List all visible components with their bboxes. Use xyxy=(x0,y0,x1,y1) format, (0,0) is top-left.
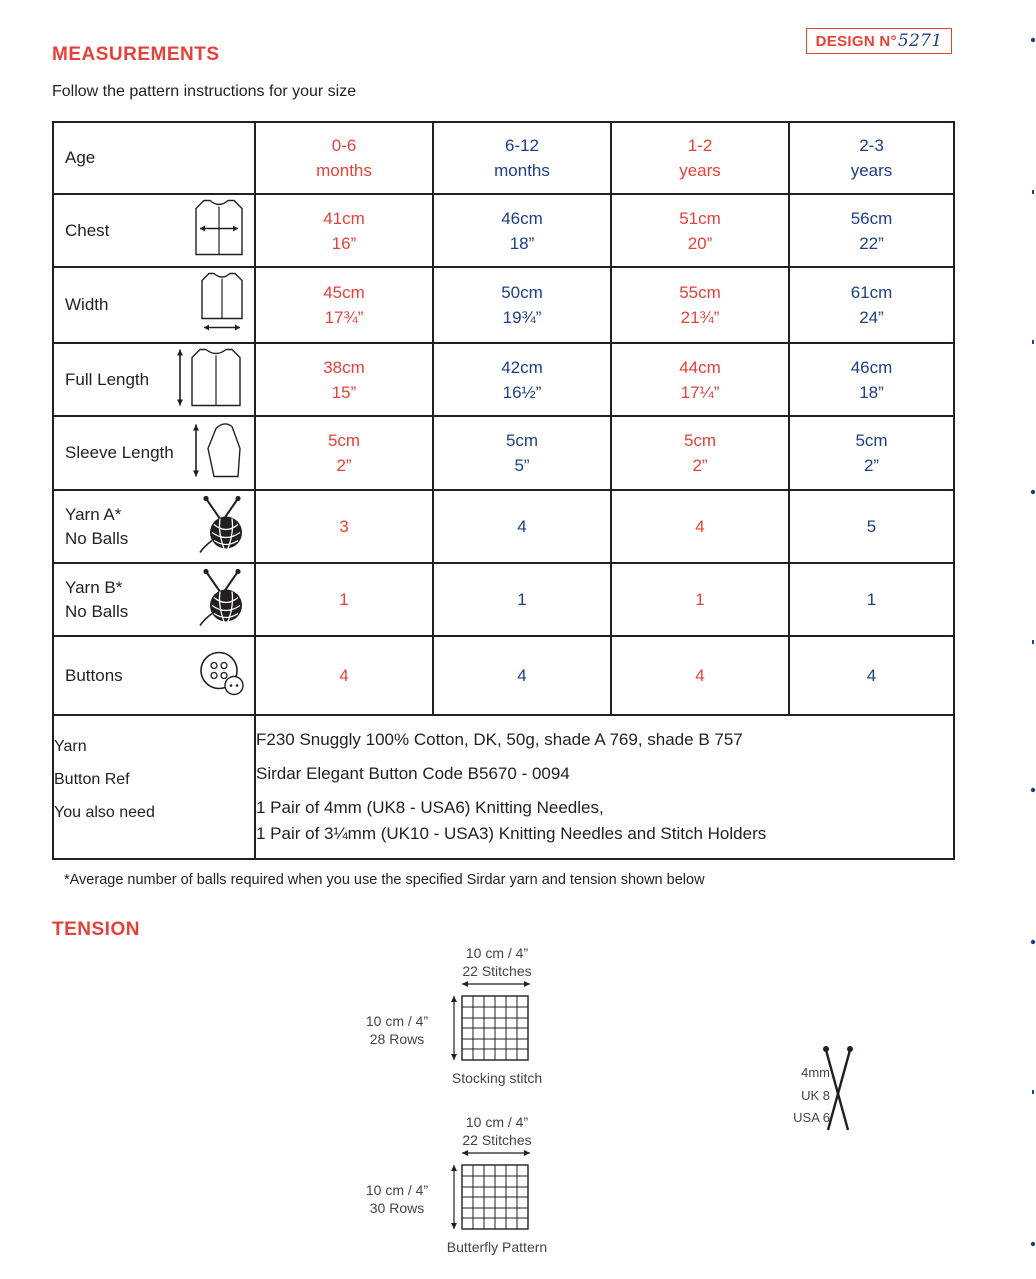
row-label: Yarn A* No Balls xyxy=(65,504,129,548)
needles-value-line2: 1 Pair of 3¼mm (UK10 - USA3) Knitting Needles and Stitch Holders xyxy=(256,824,767,843)
buttons-icon xyxy=(198,649,246,702)
table-cell: 1 xyxy=(789,563,954,636)
table-cell: 4 xyxy=(789,636,954,715)
table-cell: 4 xyxy=(611,636,789,715)
table-row-yarn-a xyxy=(53,490,954,563)
table-row-chest xyxy=(53,194,954,267)
table-cell: 5cm 2” xyxy=(789,416,954,490)
table-cell: 5cm 5” xyxy=(433,416,611,490)
table-cell: 4 xyxy=(433,636,611,715)
design-label: DESIGN N° xyxy=(815,32,897,50)
table-cell: 5cm 2” xyxy=(611,416,789,490)
table-cell: 38cm 15” xyxy=(255,343,433,416)
table-cell: 46cm 18” xyxy=(789,343,954,416)
yarn-ball-icon xyxy=(198,567,246,632)
button-ref-label: Button Ref xyxy=(54,770,130,788)
swatch-name: Stocking stitch xyxy=(451,1070,543,1086)
table-cell: 4 xyxy=(255,636,433,715)
table-row-buttons xyxy=(53,636,954,715)
table-row-width xyxy=(53,267,954,343)
size-header: 0-6 months xyxy=(255,122,433,194)
table-cell: 3 xyxy=(255,490,433,563)
materials-values xyxy=(255,715,954,859)
table-cell: 41cm 16” xyxy=(255,194,433,267)
table-cell: 50cm 19¾” xyxy=(433,267,611,343)
row-label: Full Length xyxy=(65,369,150,389)
cardigan-length-icon xyxy=(174,345,246,414)
swatch-width-caption: 10 cm / 4” 22 Stitches xyxy=(462,1114,532,1148)
table-cell: 5 xyxy=(789,490,954,563)
knitting-needles-icon xyxy=(820,1044,856,1134)
row-label: Buttons xyxy=(65,665,123,685)
row-label: Width xyxy=(65,295,109,314)
size-header: 1-2 years xyxy=(611,122,789,194)
table-cell: 44cm 17¼” xyxy=(611,343,789,416)
table-row-full-length xyxy=(53,343,954,416)
cardigan-width-icon xyxy=(198,271,246,340)
measurements-table xyxy=(52,121,955,860)
needles-value-line1: 1 Pair of 4mm (UK8 - USA6) Knitting Needles, xyxy=(256,798,604,817)
size-header: 6-12 months xyxy=(433,122,611,194)
page-edge-marks xyxy=(1024,30,1036,1260)
table-cell: 1 xyxy=(433,563,611,636)
swatch-height-caption: 10 cm / 4” 28 Rows xyxy=(365,1013,429,1047)
design-number-badge xyxy=(806,28,952,54)
row-label: Age xyxy=(65,148,96,167)
needle-size-text: 4mm UK 8 USA 6 xyxy=(793,1065,830,1125)
swatch-width-caption: 10 cm / 4” 22 Stitches xyxy=(462,945,532,979)
design-number: 5271 xyxy=(897,31,943,51)
you-also-need-label: You also need xyxy=(54,803,155,821)
yarn-label: Yarn xyxy=(54,737,87,755)
table-cell: 51cm 20” xyxy=(611,194,789,267)
size-header: 2-3 years xyxy=(789,122,954,194)
swatch-height-caption: 10 cm / 4” 30 Rows xyxy=(365,1182,429,1216)
table-row-sleeve-length xyxy=(53,416,954,490)
yarn-value: F230 Snuggly 100% Cotton, DK, 50g, shade A 769, shade B 757 xyxy=(256,730,743,749)
swatch-name: Butterfly Pattern xyxy=(446,1239,548,1255)
measurements-title: MEASUREMENTS xyxy=(52,44,220,65)
materials-labels xyxy=(53,715,255,859)
row-label: Yarn B* No Balls xyxy=(65,577,129,621)
sleeve-length-icon xyxy=(190,419,246,488)
butterfly-pattern-grid-icon xyxy=(448,1149,538,1231)
table-cell: 56cm 22” xyxy=(789,194,954,267)
footnote: *Average number of balls required when you use the specified Sirdar yarn and tension shown below xyxy=(64,872,705,888)
table-cell: 4 xyxy=(433,490,611,563)
table-cell: 42cm 16½” xyxy=(433,343,611,416)
table-row-materials xyxy=(53,715,954,859)
row-label: Sleeve Length xyxy=(65,443,174,462)
table-cell: 4 xyxy=(611,490,789,563)
table-cell: 46cm 18” xyxy=(433,194,611,267)
button-ref-value: Sirdar Elegant Button Code B5670 - 0094 xyxy=(256,764,570,783)
stocking-stitch-grid-icon xyxy=(448,980,538,1062)
table-cell: 55cm 21¾” xyxy=(611,267,789,343)
table-cell: 5cm 2” xyxy=(255,416,433,490)
table-cell: 45cm 17¾” xyxy=(255,267,433,343)
yarn-ball-icon xyxy=(198,494,246,559)
cardigan-chest-icon xyxy=(192,196,246,265)
tension-title: TENSION xyxy=(52,919,140,940)
table-row-age xyxy=(53,122,954,194)
table-row-yarn-b xyxy=(53,563,954,636)
table-cell: 1 xyxy=(611,563,789,636)
intro-text: Follow the pattern instructions for your size xyxy=(52,83,357,100)
table-cell: 61cm 24” xyxy=(789,267,954,343)
row-label: Chest xyxy=(65,220,110,240)
table-cell: 1 xyxy=(255,563,433,636)
